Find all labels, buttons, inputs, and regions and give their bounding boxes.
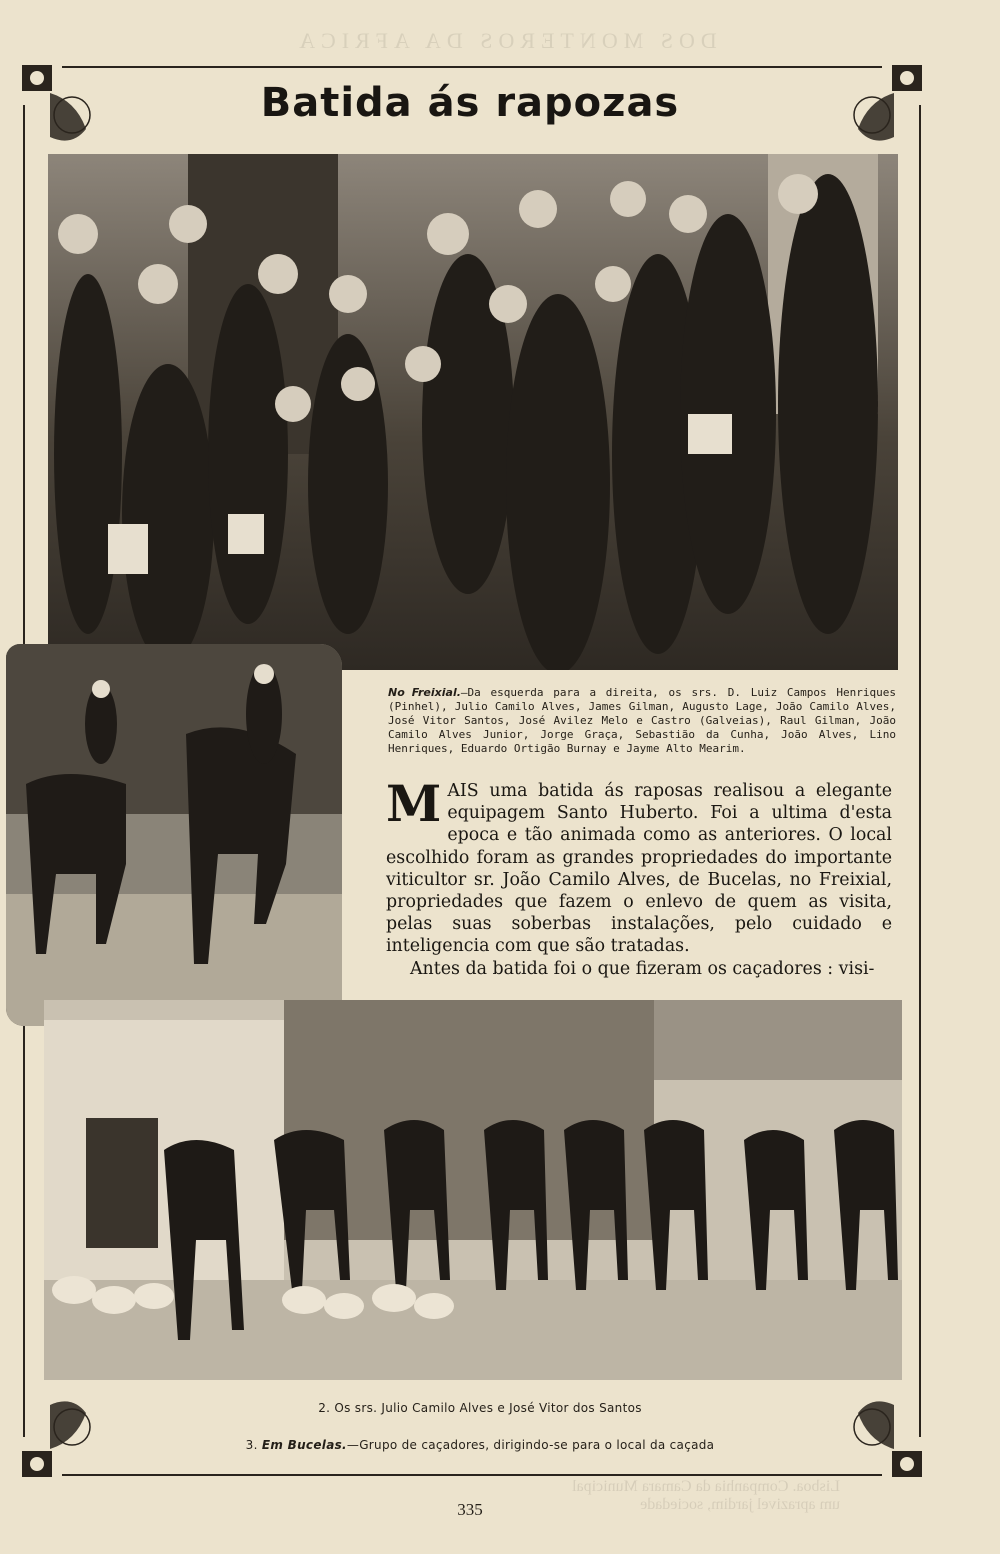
group-photo-freixial xyxy=(48,154,898,670)
main-photo-caption xyxy=(388,686,896,756)
caption-photo-3-number: 3. xyxy=(245,1438,258,1452)
caption-photo-2: 2. Os srs. Julio Camilo Alves e José Vitor dos Santos xyxy=(318,1401,642,1415)
bleed-line-1: Lisboa. Companhia da Camara Municipal xyxy=(572,1478,840,1495)
photo-hunters-bucelas xyxy=(44,1000,902,1380)
page-title: Batida ás rapozas xyxy=(260,80,680,126)
bleed-line-2: um aprazivel jardim, sociedade xyxy=(640,1496,840,1513)
article-paragraph-2: Antes da batida foi o que fizeram os caçadores : visi- xyxy=(410,958,875,979)
caption-photo-3-text: —Grupo de caçadores, dirigindo-se para o local da caçada xyxy=(346,1438,715,1452)
caption-photo-3 xyxy=(130,1438,830,1452)
caption-lead: No Freixial. xyxy=(388,686,461,699)
article-body xyxy=(386,774,892,980)
page-number: 335 xyxy=(457,1500,483,1519)
article-paragraph-1: AIS uma batida ás raposas realisou a elegante equipagem Santo Huberto. Foi a ultima d'esta epoca e tão animada como as anteriores. O local escolhido foram as grandes propriedades do importante viticultor sr. João Camilo Alves, de Bucelas, no Freixial, propriedades que fazem o enlevo de quem as visita, pelas suas soberbas instalações, pelo cuidado e inteligencia com que são tratadas. xyxy=(386,781,892,957)
bleed-through-header: DOS MONTEROS DA AFRICA xyxy=(293,28,717,53)
caption-photo-3-lead: Em Bucelas. xyxy=(261,1438,347,1452)
photo-two-riders xyxy=(6,644,342,1026)
drop-cap: M xyxy=(386,774,442,833)
caption-names: —Da esquerda para a direita, os srs. D. Luiz Campos Henriques (Pinhel), Julio Camilo Alves, James Gilman, Augusto Lage, João Camilo Alves, José Vitor Santos, José Avilez Melo e Castro (Galveias), Raul Gilman, João Camilo Alves Junior, Jorge Graça, Sebastião da Cunha, João Alves, Lino Henriques, Eduardo Ortigão Burnay e Jayme Alto Mearim. xyxy=(388,686,896,755)
